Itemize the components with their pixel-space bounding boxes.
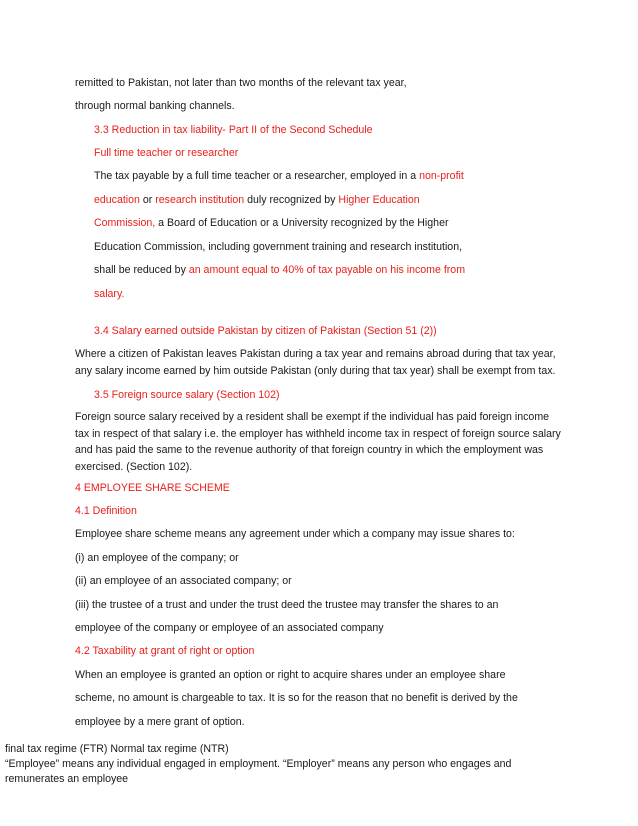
body-line: Education Commission, including government training and research institution, (94, 241, 463, 253)
body-line: Employee share scheme means any agreement under which a company may issue shares to: (75, 528, 515, 540)
body-line: Commission, a Board of Education or a University recognized by the Higher (94, 217, 449, 229)
highlight-text: education (94, 194, 140, 206)
highlight-text: research institution (155, 194, 245, 206)
list-item: (iii) the trustee of a trust and under the trust deed the trustee may transfer the shares to an (75, 599, 499, 611)
body-line: through normal banking channels. (75, 100, 235, 112)
highlight-text: Higher Education (338, 194, 420, 206)
section-3-5-heading: 3.5 Foreign source salary (Section 102) (94, 389, 280, 401)
section-4-heading: 4 EMPLOYEE SHARE SCHEME (75, 482, 230, 494)
body-line: shall be reduced by an amount equal to 40% of tax payable on his income from (94, 264, 466, 276)
highlight-text: non-profit (419, 170, 464, 182)
body-line: remitted to Pakistan, not later than two months of the relevant tax year, (75, 77, 407, 89)
section-3-4-body: Where a citizen of Pakistan leaves Pakistan during a tax year and remains abroad during that tax year, any salary income earned by him outside Pakistan (only during that tax year) shall be exempt from tax. (75, 348, 556, 377)
list-item: (ii) an employee of an associated company; or (75, 575, 292, 587)
body-line: employee by a mere grant of option. (75, 716, 245, 728)
body-line: education or research institution duly recognized by Higher Education (94, 194, 420, 206)
footnote-line: final tax regime (FTR) Normal tax regime (NTR) (5, 743, 229, 755)
section-3-5-body: Foreign source salary received by a resident shall be exempt if the individual has paid foreign income tax in respect of that salary i.e. the employer has withheld income tax in respect of foreign source salary and has paid the same to the revenue authority of that foreign country in which the employment was exercised. (Section 102). (75, 411, 561, 473)
body-line: employee of the company or employee of an associated company (75, 622, 384, 634)
footnote-line: remunerates an employee (5, 773, 129, 785)
section-4-2-heading: 4.2 Taxability at grant of right or option (75, 645, 255, 657)
section-4-1-heading: 4.1 Definition (75, 505, 137, 517)
body-line: scheme, no amount is chargeable to tax. It is so for the reason that no benefit is derived by the (75, 692, 518, 704)
highlight-text: Commission, (94, 217, 156, 229)
section-3-3-heading: 3.3 Reduction in tax liability- Part II of the Second Schedule (94, 124, 373, 136)
section-3-4-heading: 3.4 Salary earned outside Pakistan by citizen of Pakistan (Section 51 (2)) (94, 325, 437, 337)
highlight-text: an amount equal to 40% of tax payable on his income from (188, 264, 466, 276)
section-3-3-subheading: Full time teacher or researcher (94, 147, 239, 159)
body-line: The tax payable by a full time teacher or a researcher, employed in a non-profit (94, 170, 464, 182)
list-item: (i) an employee of the company; or (75, 552, 239, 564)
body-line: When an employee is granted an option or right to acquire shares under an employee share (75, 669, 506, 681)
footnote-line: “Employee” means any individual engaged in employment. “Employer” means any person who engages and (5, 758, 512, 770)
body-line: salary. (94, 288, 125, 300)
